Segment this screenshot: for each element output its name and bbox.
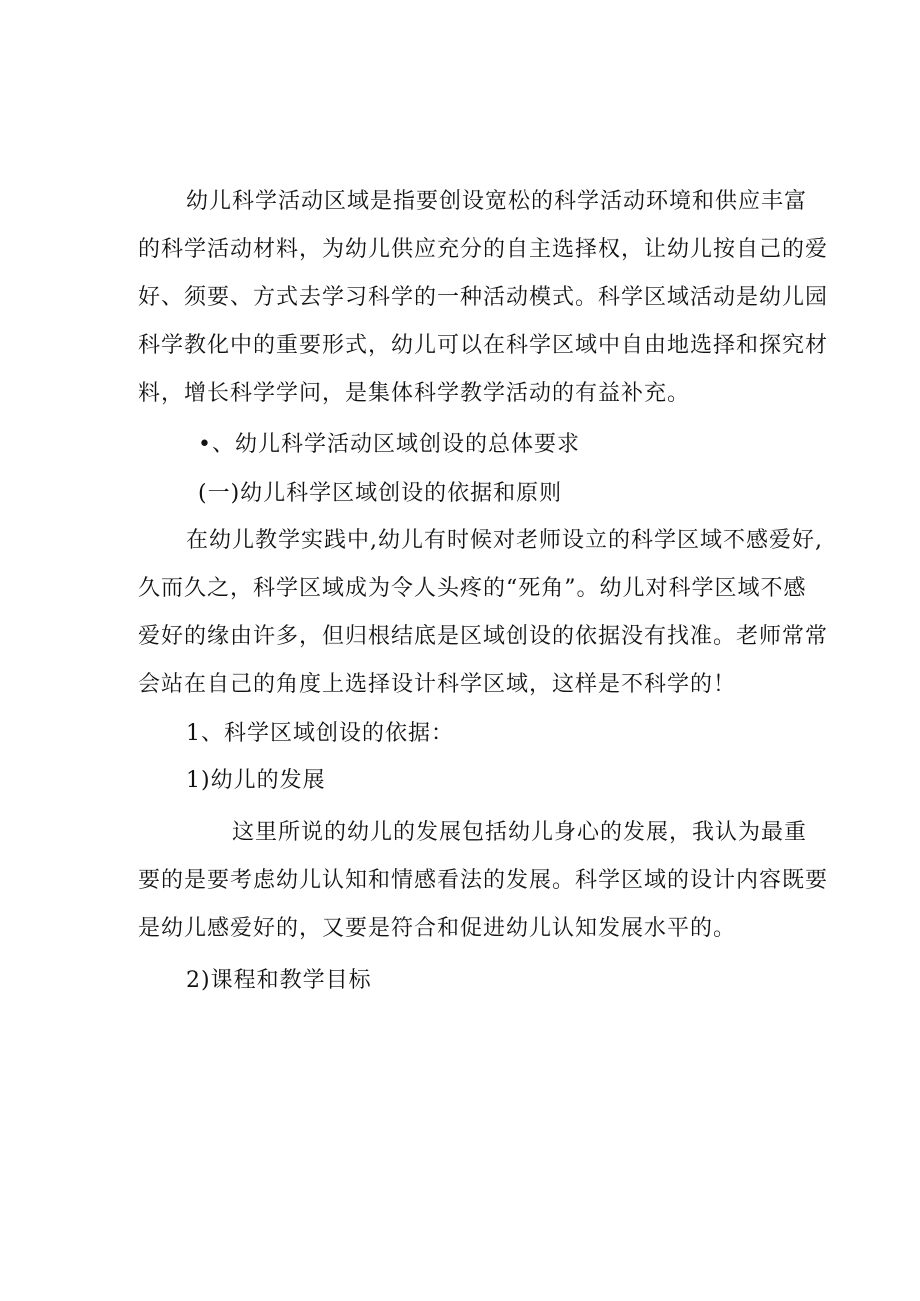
section-heading: •、幼儿科学活动区域创设的总体要求 <box>198 432 580 457</box>
paragraph-1-line-4: 科学教化中的重要形式，幼儿可以在科学区域中自由地选择和探究材 <box>138 333 829 358</box>
paragraph-2-line-1: 在幼儿教学实践中,幼儿有时候对老师设立的科学区域不感爱好, <box>186 528 823 553</box>
paragraph-3-line-3: 是幼儿感爱好的，又要是符合和促进幼儿认知发展水平的。 <box>138 916 737 941</box>
list-item-1-1: 1)幼儿的发展 <box>186 768 326 793</box>
paragraph-3-line-1: 这里所说的幼儿的发展包括幼儿身心的发展，我认为最重 <box>232 820 808 845</box>
paragraph-1-line-1: 幼儿科学活动区域是指要创设宽松的科学活动环境和供应丰富 <box>186 189 808 214</box>
paragraph-2-line-4: 会站在自己的角度上选择设计科学区域，这样是不科学的！ <box>138 672 737 697</box>
paragraph-2-line-2: 久而久之，科学区域成为令人头疼的“死角”。幼儿对科学区域不感 <box>138 576 807 601</box>
paragraph-3-line-2: 要的是要考虑幼儿认知和情感看法的发展。科学区域的设计内容既要 <box>138 868 829 893</box>
paragraph-2-line-3: 爱好的缘由许多，但归根结底是区域创设的依据没有找准。老师常常 <box>138 624 829 649</box>
paragraph-1-line-3: 好、须要、方式去学习科学的一种活动模式。科学区域活动是幼儿园 <box>138 285 829 310</box>
paragraph-1-line-5: 料，增长科学学问，是集体科学教学活动的有益补充。 <box>138 381 691 406</box>
paragraph-1-line-2: 的科学活动材料，为幼儿供应充分的自主选择权，让幼儿按自己的爱 <box>138 237 829 262</box>
list-item-1-2: 2)课程和教学目标 <box>186 968 372 993</box>
list-item-1: 1、科学区域创设的依据： <box>186 721 454 746</box>
subsection-heading: (一)幼儿科学区域创设的依据和原则 <box>198 481 563 506</box>
